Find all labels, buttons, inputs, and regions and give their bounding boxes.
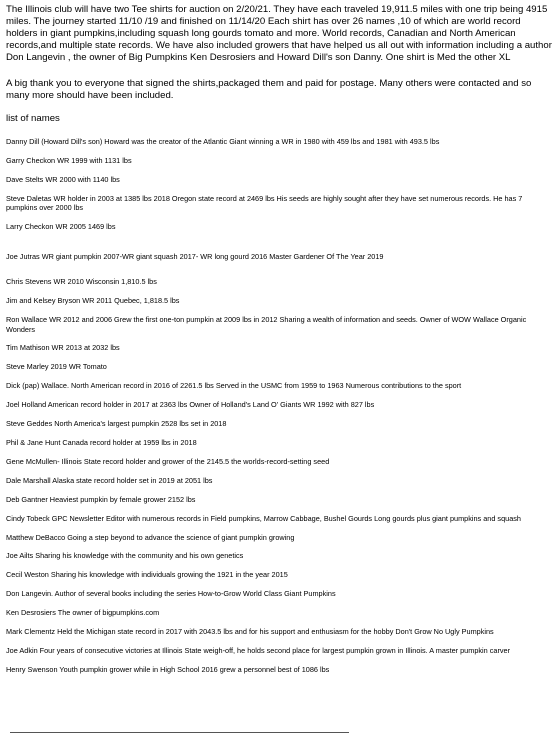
name-entry: Joe Adkin Four years of consecutive victories at Illinois State weigh-off, he holds second place for largest pumpkin grown in Illinois. A master pumpkin carver bbox=[6, 645, 511, 655]
name-entry: Cindy Tobeck GPC Newsletter Editor with numerous records in Field pumpkins, Marrow Cabbage, Bushel Gourds Long gourds plus giant pumpkins and squash bbox=[6, 513, 521, 523]
name-entry: Larry Checkon WR 2005 1469 lbs bbox=[6, 222, 116, 232]
thanks-paragraph: A big thank you to everyone that signed the shirts,packaged them and paid for postage. Many others were contacted and so many more should have been included. bbox=[6, 78, 532, 101]
names-list bbox=[6, 137, 553, 674]
name-entry: Cecil Weston Sharing his knowledge with individuals growing the 1921 in the year 2015 bbox=[6, 570, 288, 580]
name-entry: Ken Desrosiers The owner of bigpumpkins.com bbox=[6, 608, 160, 618]
name-entry: Garry Checkon WR 1999 with 1131 lbs bbox=[6, 155, 132, 165]
name-entry: Joe Jutras WR giant pumpkin 2007-WR giant squash 2017- WR long gourd 2016 Master Gardener Of The Year 2019 bbox=[6, 251, 384, 261]
name-entry: Joel Holland American record holder in 2017 at 2363 lbs Owner of Holland's Land O' Giants WR 1992 with 827 lbs bbox=[6, 400, 375, 410]
name-entry: Chris Stevens WR 2010 Wisconsin 1,810.5 lbs bbox=[6, 277, 157, 287]
name-entry: Gene McMullen- Illinois State record holder and grower of the 2145.5 the worlds-record-setting seed bbox=[6, 456, 330, 466]
name-entry: Steve Daletas WR holder in 2003 at 1385 lbs 2018 Oregon state record at 2469 lbs His seeds are highly sought after they have set numerous records. He has 7 pumpkins over 2000 lbs bbox=[6, 193, 523, 213]
intro-paragraph: The Illinois club will have two Tee shirts for auction on 2/20/21. They have each traveled 19,911.5 miles with one trip being 4915 miles. The journey started 11/10 /19 and finished on 11/14/20 Each shirt has over 26 names ,10 of which are world record holders in giant pumpkins,including squash long gourds tomato and more. World records, Canadian and North American records,and multiple state records. We have also included growers that have helped us all out with information including a author Don Langevin , the owner of Big Pumpkins Ken Desrosiers and Howard Dill's son Danny. One shirt is Med the other XL bbox=[6, 4, 552, 63]
name-entry: Phil & Jane Hunt Canada record holder at 1959 lbs in 2018 bbox=[6, 438, 197, 447]
name-entry: Tim Mathison WR 2013 at 2032 lbs bbox=[6, 343, 120, 353]
name-entry: Danny Dill (Howard Dill's son) Howard was the creator of the Atlantic Giant winning a WR in 1980 with 459 lbs and 1981 with 493.5 lbs bbox=[6, 137, 440, 146]
name-entry: Jim and Kelsey Bryson WR 2011 Quebec, 1,818.5 lbs bbox=[6, 296, 180, 306]
name-entry: Dick (pap) Wallace. North American record in 2016 of 2261.5 lbs Served in the USMC from 1959 to 1963 Numerous contributions to the sport bbox=[6, 381, 462, 391]
name-entry: Steve Marley 2019 WR Tomato bbox=[6, 362, 107, 372]
bottom-divider bbox=[10, 732, 349, 733]
name-entry: Don Langevin. Author of several books including the series How-to-Grow World Class Giant Pumpkins bbox=[6, 589, 336, 599]
name-entry: Steve Geddes North America's largest pumpkin 2528 lbs set in 2018 bbox=[6, 419, 227, 429]
name-entry: Deb Gantner Heaviest pumpkin by female grower 2152 lbs bbox=[6, 494, 196, 504]
name-entry: Joe Ailts Sharing his knowledge with the community and his own genetics bbox=[6, 551, 244, 561]
name-entry: Henry Swenson Youth pumpkin grower while in High School 2016 grew a personnel best of 1086 lbs bbox=[6, 664, 330, 674]
name-entry: Matthew DeBacco Going a step beyond to advance the science of giant pumpkin growing bbox=[6, 532, 295, 542]
list-title: list of names bbox=[6, 113, 60, 124]
name-entry: Ron Wallace WR 2012 and 2006 Grew the first one-ton pumpkin at 2009 lbs in 2012 Sharing a wealth of information and seeds. Owner of WOW Wallace Organic Wonders bbox=[6, 315, 527, 334]
name-entry: Mark Clementz Held the Michigan state record in 2017 with 2043.5 lbs and for his support and enthusiasm for the hobby Don't Grow No Ugly Pumpkins bbox=[6, 627, 494, 637]
name-entry: Dave Stelts WR 2000 with 1140 lbs bbox=[6, 174, 120, 184]
name-entry: Dale Marshall Alaska state record holder set in 2019 at 2051 lbs bbox=[6, 475, 213, 485]
